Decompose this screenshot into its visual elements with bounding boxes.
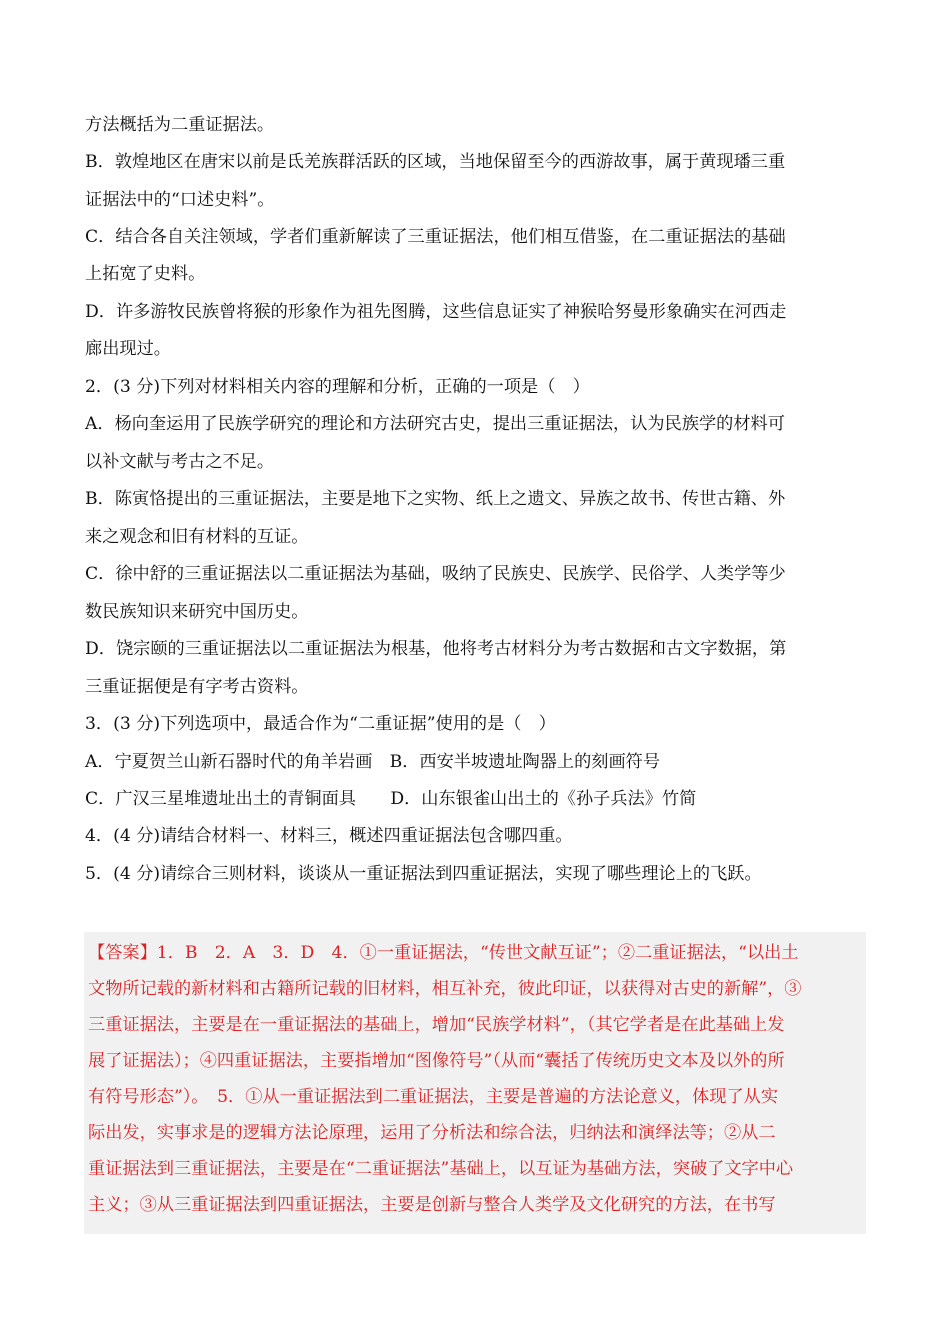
answer-line: 重证据法到三重证据法，主要是在“二重证据法”基础上，以互证为基础方法，突破了文字中心	[88, 1159, 794, 1179]
question-3-options-ab: A．宁夏贺兰山新石器时代的角羊岩画 B．西安半坡遗址陶器上的刻画符号	[85, 752, 661, 772]
question-3-stem: 3．(3 分)下列选项中，最适合作为“二重证据”使用的是（ ）	[85, 714, 556, 734]
answer-tag: 【答案】	[88, 943, 157, 963]
question-3-options-cd: C．广汉三星堆遗址出土的青铜面具 D．山东银雀山出土的《孙子兵法》竹简	[85, 789, 697, 809]
answer-line: 展了证据法）；④四重证据法，主要指增加“图像符号”（从而“囊括了传统历史文本及以外的所	[88, 1051, 785, 1071]
answer-line: 际出发，实事求是的逻辑方法论原理，运用了分析法和综合法，归纳法和演绎法等；②从二	[88, 1123, 776, 1143]
text-line: D．许多游牧民族曾将猴的形象作为祖先图腾，这些信息证实了神猴哈努曼形象确实在河西走	[85, 302, 787, 322]
text-line: C．结合各自关注领域，学者们重新解读了三重证据法，他们相互借鉴，在二重证据法的基础	[85, 227, 786, 247]
text-line: 廊出现过。	[85, 339, 171, 359]
answer-text: 1．B 2．A 3．D 4．①一重证据法，“传世文献互证”；②二重证据法，“以出土	[156, 943, 799, 963]
answer-line: 有符号形态”）。 5．①从一重证据法到二重证据法，主要是普遍的方法论意义，体现了从实	[88, 1087, 779, 1107]
text-line: 以补文献与考古之不足。	[85, 452, 275, 472]
question-4-stem: 4．(4 分)请结合材料一、材料三，概述四重证据法包含哪四重。	[85, 826, 573, 846]
text-line: 来之观念和旧有材料的互证。	[85, 527, 309, 547]
text-line: B．敦煌地区在唐宋以前是氐羌族群活跃的区域，当地保留至今的西游故事，属于黄现璠三重	[85, 152, 786, 172]
text-line: 数民族知识来研究中国历史。	[85, 602, 309, 622]
text-line: 方法概括为二重证据法。	[85, 115, 275, 135]
answer-line	[88, 940, 799, 966]
text-line: A．杨向奎运用了民族学研究的理论和方法研究古史，提出三重证据法，认为民族学的材料可	[85, 414, 785, 434]
text-line: 三重证据便是有字考古资料。	[85, 677, 309, 697]
answer-section	[84, 932, 866, 1234]
text-line: 上拓宽了史料。	[85, 264, 206, 284]
question-5-stem: 5．(4 分)请综合三则材料，谈谈从一重证据法到四重证据法，实现了哪些理论上的飞跃。	[85, 864, 762, 884]
text-line: 证据法中的“口述史料”。	[85, 190, 275, 210]
answer-line: 文物所记载的新材料和古籍所记载的旧材料，相互补充，彼此印证，以获得对古史的新解”，③	[88, 979, 802, 999]
text-line: C．徐中舒的三重证据法以二重证据法为基础，吸纳了民族史、民族学、民俗学、人类学等少	[85, 564, 786, 584]
text-line: D．饶宗颐的三重证据法以二重证据法为根基，他将考古材料分为考古数据和古文字数据，第	[85, 639, 787, 659]
question-2-stem: 2．(3 分)下列对材料相关内容的理解和分析，正确的一项是（ ）	[85, 377, 590, 397]
answer-line: 三重证据法，主要是在一重证据法的基础上，增加“民族学材料”，（其它学者是在此基础上发	[88, 1015, 785, 1035]
answer-line: 主义；③从三重证据法到四重证据法，主要是创新与整合人类学及文化研究的方法，在书写	[88, 1195, 776, 1215]
text-line: B．陈寅恪提出的三重证据法，主要是地下之实物、纸上之遗文、异族之故书、传世古籍、外	[85, 489, 786, 509]
